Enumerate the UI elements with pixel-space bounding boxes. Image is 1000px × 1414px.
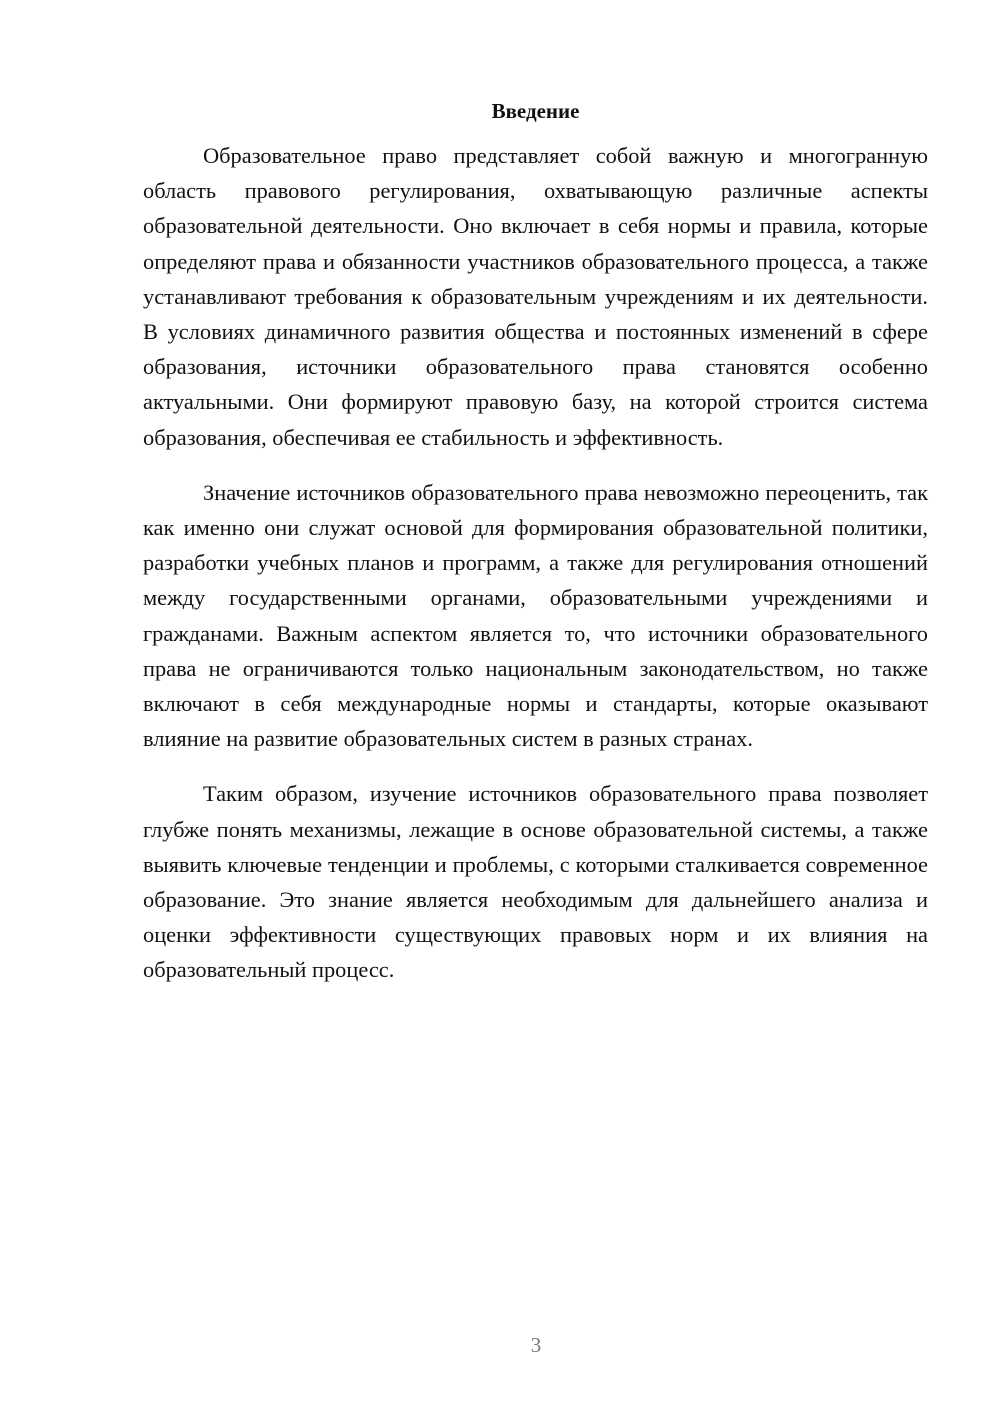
paragraph-1: Образовательное право представляет собой важную и многогранную область правового регулирования, охватывающую различные аспекты образовательной деятельности. Оно включает в себя нормы и правила, которые определяют права и обязанности участников образовательного процесса, а также устанавливают требования к образовательным учреждениям и их деятельности. В условиях динамичного развития общества и постоянных изменений в сфере образования, источники образовательного права становятся особенно актуальными. Они формируют правовую базу, на которой строится система образования, обеспечивая ее стабильность и эффективность. (143, 143, 928, 450)
paragraph-2: Значение источников образовательного права невозможно переоценить, так как именно они служат основой для формирования образовательной политики, разработки учебных планов и программ, а также для регулирования отношений между государственными органами, образовательными учреждениями и гражданами. Важным аспектом является то, что источники образовательного права не ограничиваются только национальным законодательством, но также включают в себя международные нормы и стандарты, которые оказывают влияние на развитие образовательных систем в разных странах. (143, 479, 928, 752)
section-title: Введение (491, 99, 580, 123)
page-number: 3 (530, 1333, 542, 1357)
paragraph-3: Таким образом, изучение источников образовательного права позволяет глубже понять механизмы, лежащие в основе образовательной системы, а также выявить ключевые тенденции и проблемы, с которыми сталкивается современное образование. Это знание является необходимым для дальнейшего анализа и оценки эффективности существующих правовых норм и их влияния на образовательный процесс. (143, 781, 928, 983)
document-page (143, 95, 928, 1008)
